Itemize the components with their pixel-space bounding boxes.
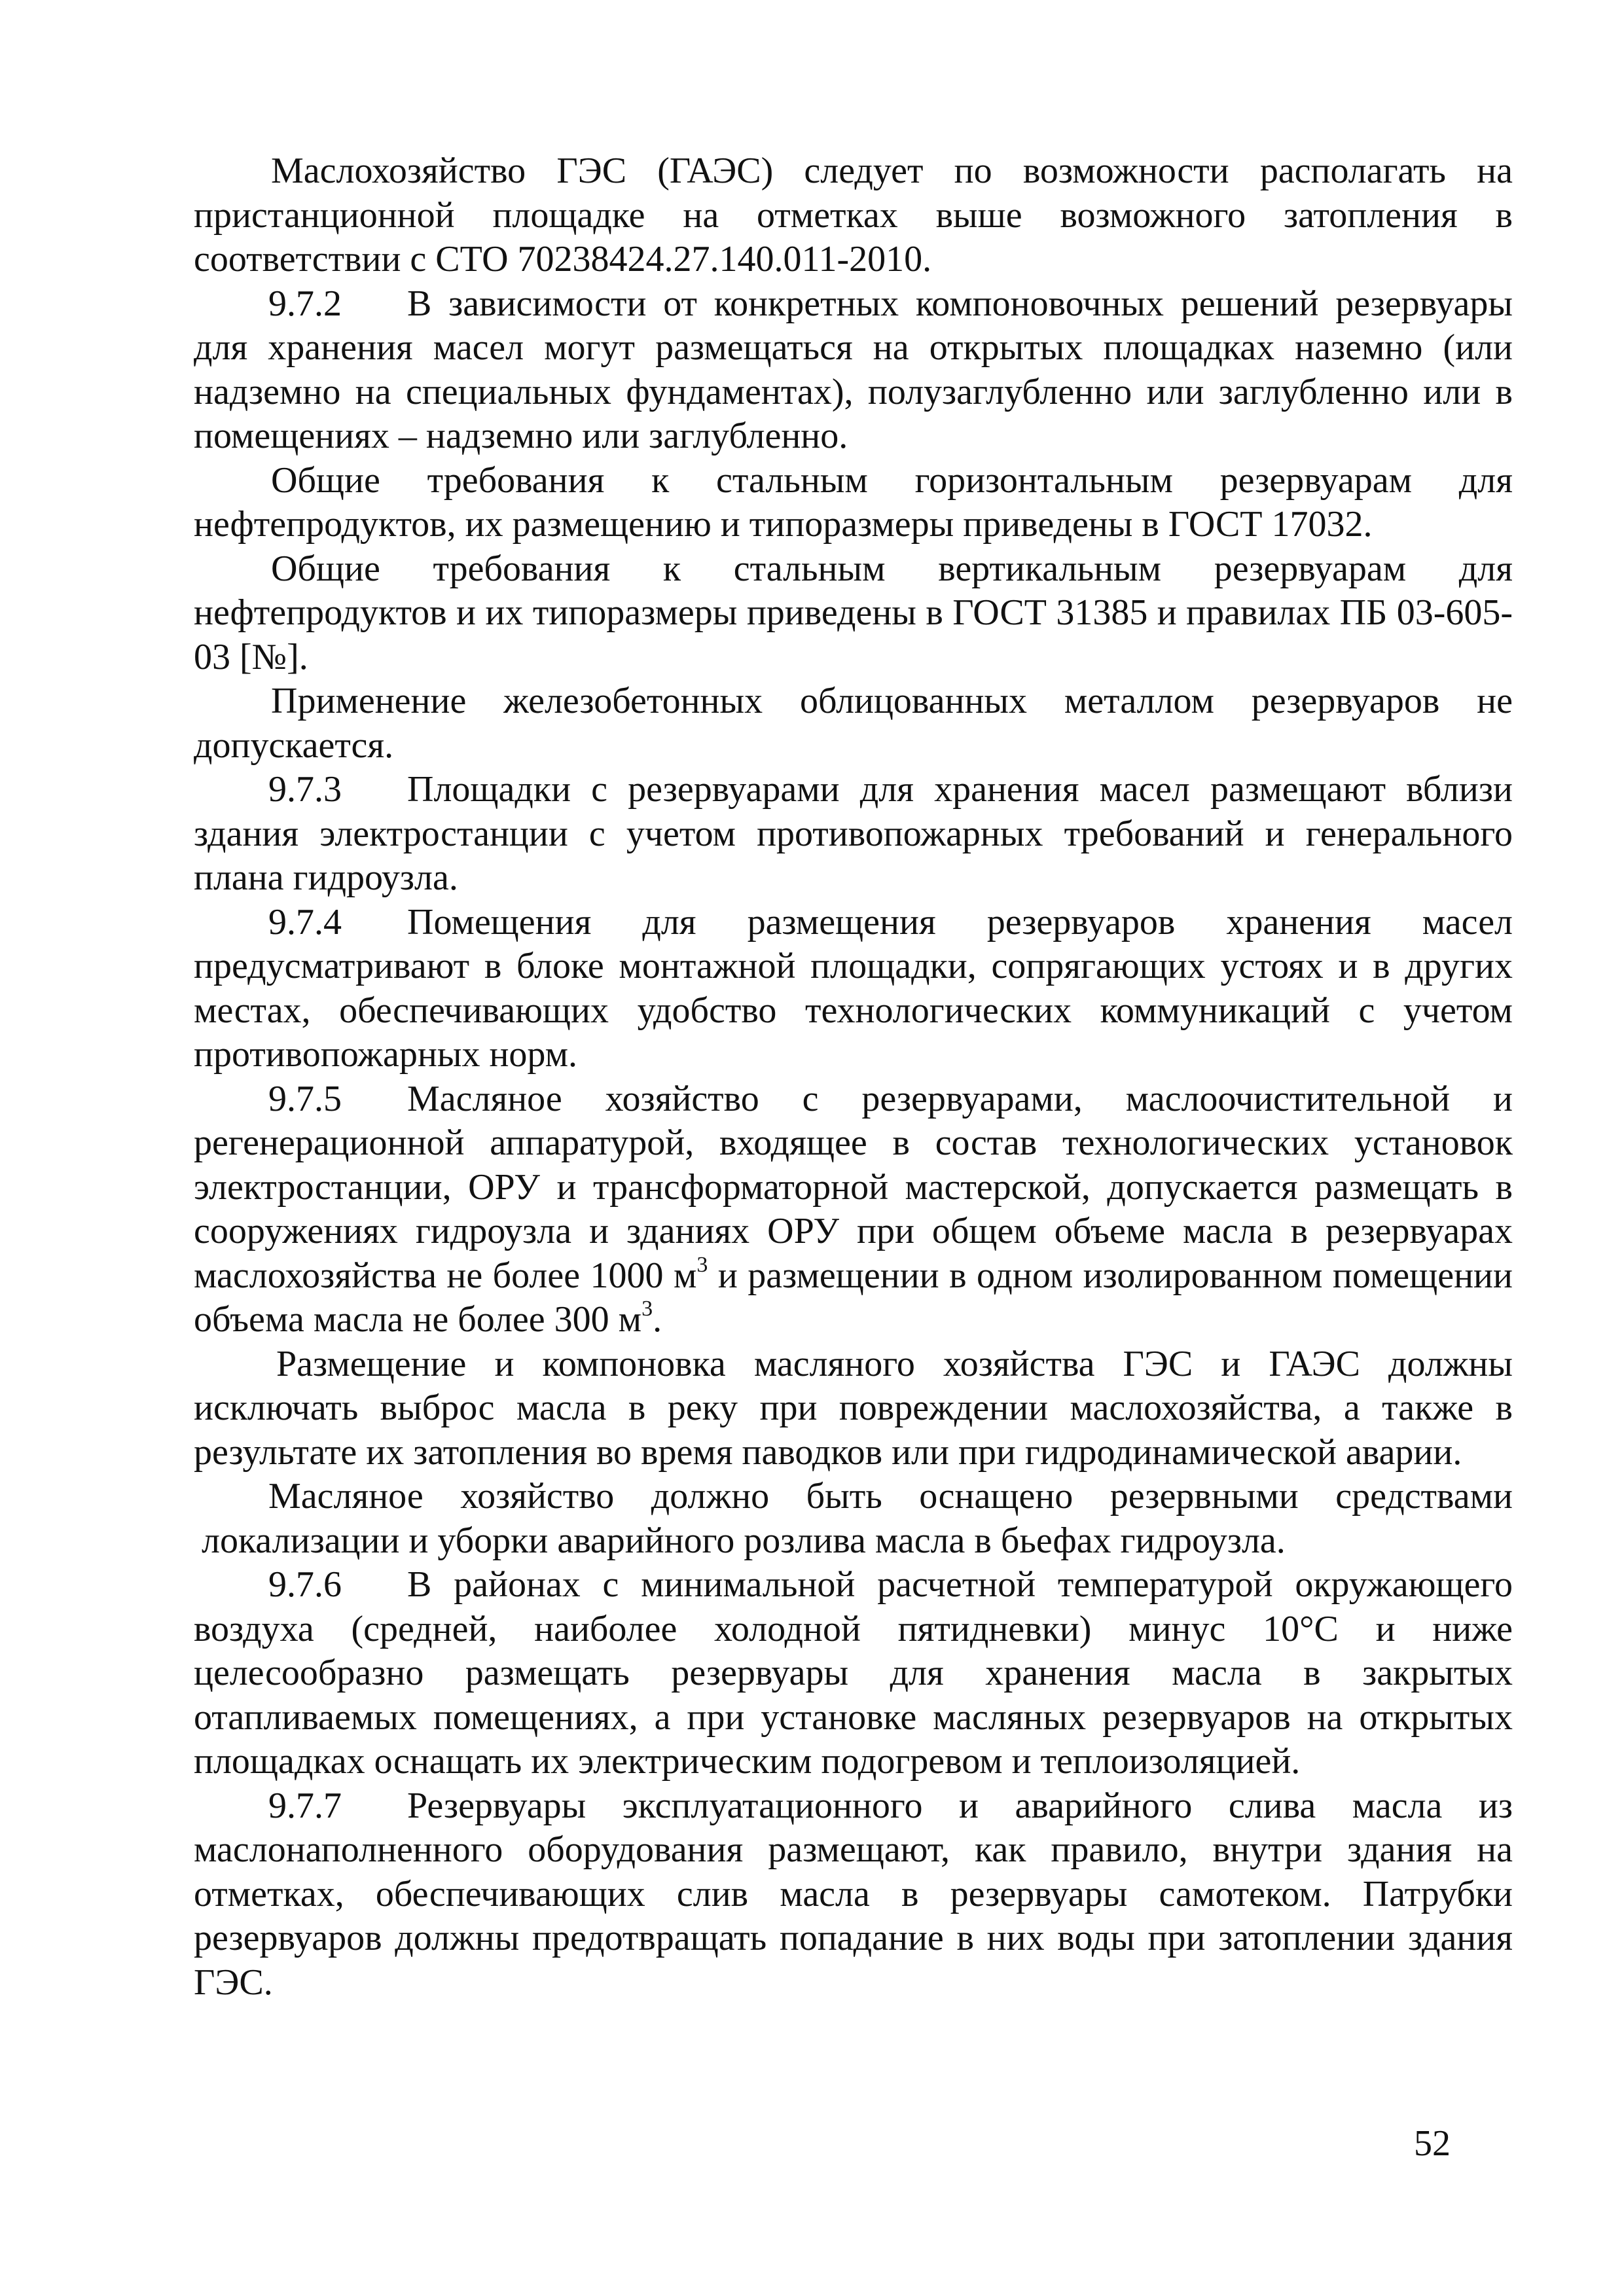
paragraph-spill-response xyxy=(194,1475,1513,1563)
clause-number: 9.7.5 xyxy=(268,1078,342,1119)
paragraph-9-7-7 xyxy=(194,1784,1513,2005)
paragraph-oil-facility-location xyxy=(194,149,1513,282)
paragraph-text: В зависимости от конкретных компоновочных решений резервуары для хранения масел могут размещаться на открытых площадках наземно (или надземно на специальных фундаментах), полузаглубленно или заглубленно или в помещениях – надземно или заглубленно. xyxy=(194,283,1513,456)
superscript-cubic: 3 xyxy=(696,1252,708,1277)
paragraph-text: В районах с минимальной расчетной температурой окружающего воздуха (средней, наиболее холодной пятидневки) минус 10°С и ниже целесообразно размещать резервуары для хранения масла в закрытых отапливаемых помещениях, а при установке масляных резервуаров на открытых площадках оснащать их электрическим подогревом и теплоизоляцией. xyxy=(194,1564,1513,1782)
paragraph-text: Масляное хозяйство должно быть оснащено резервными средствами локализации и уборки аварийного розлива масла в бьефах гидроузла. xyxy=(202,1476,1513,1561)
paragraph-layout-requirements xyxy=(194,1342,1513,1475)
paragraph-9-7-2 xyxy=(194,282,1513,459)
page-number: 52 xyxy=(1414,2123,1451,2164)
superscript-cubic: 3 xyxy=(641,1297,653,1321)
clause-number: 9.7.3 xyxy=(268,769,342,810)
clause-number: 9.7.4 xyxy=(268,901,342,942)
paragraph-text: Применение железобетонных облицованных металлом резервуаров не допускается. xyxy=(194,681,1513,766)
paragraph-text: . xyxy=(653,1299,662,1340)
paragraph-concrete-tanks xyxy=(194,679,1513,768)
paragraph-text: Маслохозяйство ГЭС (ГАЭС) следует по возможности располагать на пристанционной площадке на отметках выше возможного затопления в соответствии с СТО 70238424.27.140.011-2010. xyxy=(194,151,1513,279)
paragraph-text: Размещение и компоновка масляного хозяйства ГЭС и ГАЭС должны исключать выброс масла в реку при повреждении маслохозяйства, а также в результате их затопления во время паводков или при гидродинамической аварии. xyxy=(194,1343,1513,1473)
body-text xyxy=(194,149,1513,2005)
clause-number: 9.7.7 xyxy=(268,1785,342,1826)
paragraph-9-7-6 xyxy=(194,1563,1513,1784)
paragraph-9-7-3 xyxy=(194,768,1513,901)
paragraph-text: Общие требования к стальным вертикальным резервуарам для нефтепродуктов и их типоразмеры приведены в ГОСТ 31385 и правилах ПБ 03-605-03 [№]. xyxy=(194,548,1513,677)
paragraph-horizontal-tanks xyxy=(194,459,1513,547)
paragraph-text: Общие требования к стальным горизонтальным резервуарам для нефтепродуктов, их размещению и типоразмеры приведены в ГОСТ 17032. xyxy=(194,459,1513,545)
paragraph-text: Резервуары эксплуатационного и аварийного слива масла из маслонаполненного оборудования размещают, как правило, внутри здания на отметках, обеспечивающих слив масла в резервуары самотеком. Патрубки резервуаров должны предотвращать попадание в них воды при затоплении здания ГЭС. xyxy=(194,1785,1513,2003)
paragraph-text: Площадки с резервуарами для хранения масел размещают вблизи здания электростанции с учетом противопожарных требований и генерального плана гидроузла. xyxy=(194,769,1513,898)
paragraph-9-7-5 xyxy=(194,1077,1513,1342)
clause-number: 9.7.2 xyxy=(268,283,342,324)
paragraph-text: Помещения для размещения резервуаров хранения масел предусматривают в блоке монтажной площадки, сопрягающих устоях и в других местах, обеспечивающих удобство технологических коммуникаций с учетом противопожарных норм. xyxy=(194,901,1513,1075)
clause-number: 9.7.6 xyxy=(268,1564,342,1605)
paragraph-9-7-4 xyxy=(194,901,1513,1077)
paragraph-vertical-tanks xyxy=(194,547,1513,680)
paragraph-text: и размещении в одном изолированном помещении объема масла не более 300 м xyxy=(194,1255,1513,1340)
paragraph-text: Масляное хозяйство с резервуарами, маслоочистительной и регенерационной аппаратурой, входящее в состав технологических установок электростанции, ОРУ и трансформаторной мастерской, допускается размещать в сооружениях гидроузла и зданиях ОРУ при общем объеме масла в резервуарах маслохозяйства не более 1000 м xyxy=(194,1078,1513,1296)
